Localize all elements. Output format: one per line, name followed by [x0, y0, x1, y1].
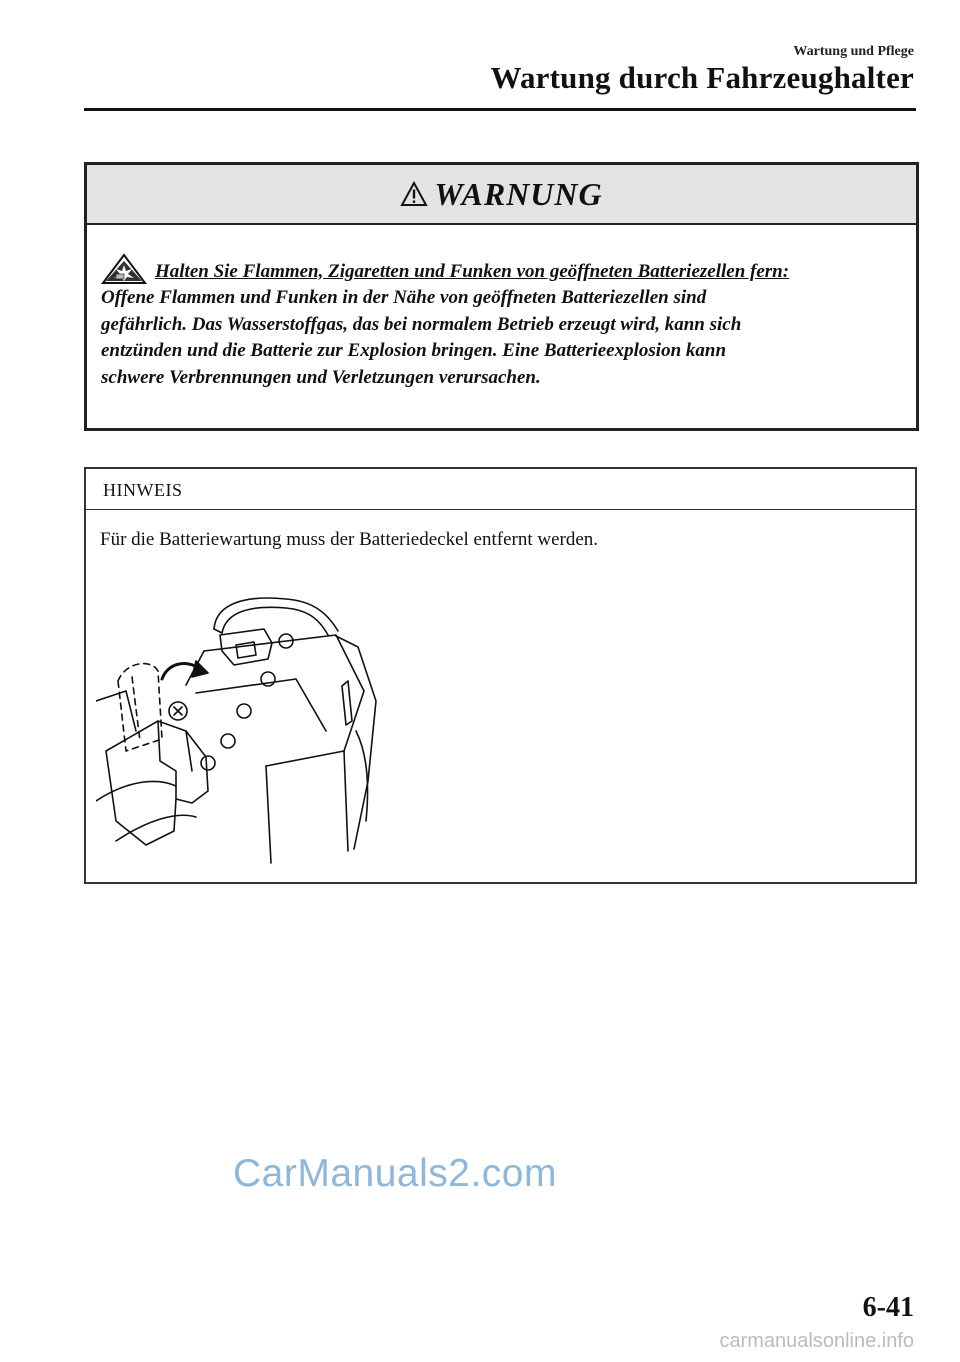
warning-line: Offene Flammen und Funken in der Nähe von geöffneten Batteriezellen sind — [101, 287, 707, 308]
note-text: Für die Batteriewartung muss der Batteriedeckel entfernt werden. — [100, 529, 599, 550]
header-rule — [84, 108, 916, 111]
warning-triangle-icon — [400, 181, 428, 207]
note-box — [84, 467, 917, 884]
warning-lead: Halten Sie Flammen, Zigaretten und Funken von geöffneten Batteriezellen fern: — [155, 260, 790, 282]
section-label: Wartung und Pflege — [793, 44, 914, 59]
page-title: Wartung durch Fahrzeughalter — [490, 60, 914, 95]
warning-title: WARNUNG — [434, 175, 603, 212]
warning-lead-line — [101, 253, 902, 285]
watermark: CarManuals2.com — [233, 1152, 557, 1195]
warning-box — [84, 162, 919, 431]
warning-line: entzünden und die Batterie zur Explosion bringen. Eine Batterieexplosion kann — [101, 340, 727, 361]
site-footer: carmanualsonline.info — [719, 1330, 914, 1352]
page-number: 6-41 — [862, 1292, 914, 1323]
battery-cover-illustration — [96, 581, 396, 866]
warning-line: schwere Verbrennungen und Verletzungen verursachen. — [101, 366, 541, 388]
note-title: HINWEIS — [86, 469, 915, 510]
explosion-hazard-icon — [101, 253, 147, 285]
warning-header — [87, 165, 916, 225]
warning-body — [87, 225, 916, 391]
warning-line: gefährlich. Das Wasserstoffgas, das bei normalem Betrieb erzeugt wird, kann sich — [101, 313, 742, 335]
